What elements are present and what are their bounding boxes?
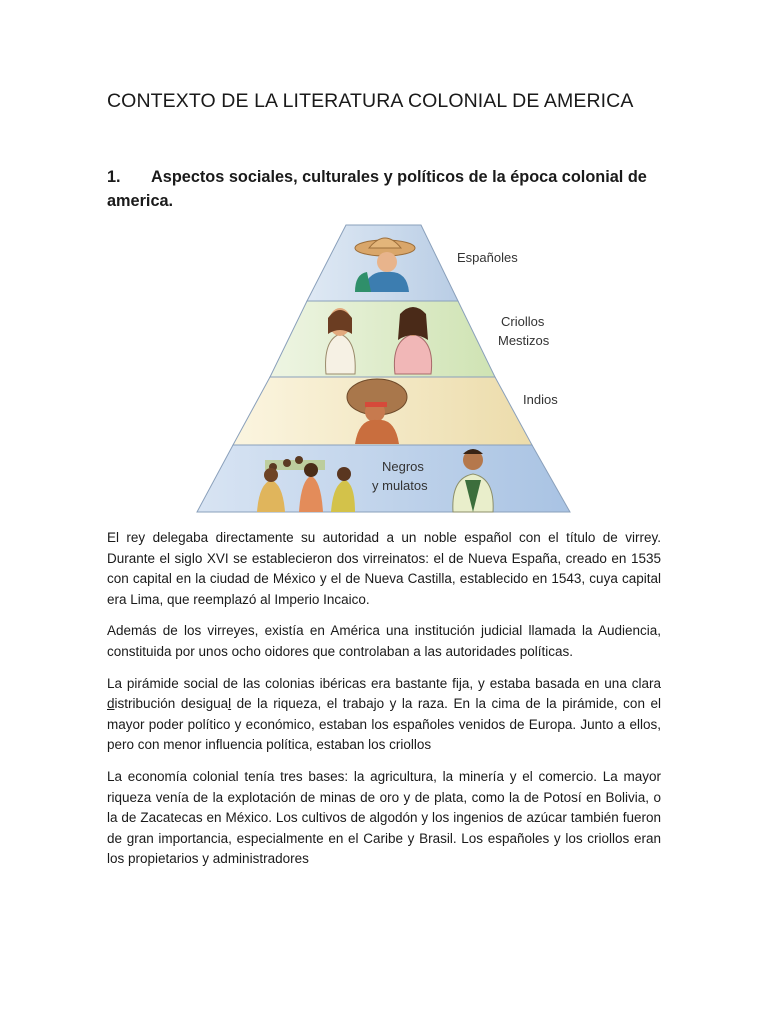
paragraph-piramide-part-2: istribución desigua [114, 696, 229, 712]
pyramid-level-indios [233, 377, 558, 445]
pyramid-level-criollos-mestizos [270, 301, 550, 377]
paragraph-audiencia: Además de los virreyes, existía en América una institución judicial llamada la Audiencia, constituida por unos ocho oidores que controlaban a las autoridades políticas. [107, 623, 661, 659]
body-text [107, 528, 661, 881]
pyramid-label-espanoles: Españoles [457, 250, 518, 265]
section-number: 1. [107, 168, 121, 186]
underlined-letter-d: d [107, 696, 115, 712]
pyramid-label-indios: Indios [523, 392, 558, 407]
underlined-letter-l: l [228, 696, 232, 712]
pyramid-label-negros-mulatos: Negros y mulatos [372, 459, 428, 493]
paragraph-piramide-part-3: de la riqueza, el trabajo y la raza. En la cima de la pirámide, con el mayor poder político y económico, estaban los españoles venidos de Europa. Junto a ellos, pero con menor influencia política, estaban los criollos [107, 696, 661, 753]
pyramid-level-negros-mulatos [197, 445, 570, 512]
paragraph-economia: La economía colonial tenía tres bases: la agricultura, la minería y el comercio. La mayor riqueza venía de la explotación de minas de oro y de plata, como la de Potosí en Bolivia, o la de Zacatecas en México. Los cultivos de algodón y los ingenios de azúcar también fueron de gran importancia, especialmente en el Caribe y Brasil. Los españoles y los criollos eran los propietarios y administradores [107, 768, 661, 867]
document-title: CONTEXTO DE LA LITERATURA COLONIAL DE AMERICA [107, 90, 634, 112]
paragraph-virreyes: El rey delegaba directamente su autoridad a un noble español con el título de virrey. Durante el siglo XVI se establecieron dos virreinatos: el de Nueva España, creado en 1535 con capital en la ciudad de México y el de Nueva Castilla, establecido en 1543, cuya capital era Lima, que reemplazó al Imperio Incaico. [107, 530, 661, 607]
pyramid-label-criollos-mestizos: Criollos Mestizos [498, 314, 550, 348]
section-heading-text: Aspectos sociales, culturales y políticos de la época colonial de america. [107, 168, 647, 210]
paragraph-piramide-social [107, 674, 661, 756]
social-pyramid-illustration [195, 222, 580, 514]
paragraph-piramide-part-1: La pirámide social de las colonias ibéricas era bastante fija, y estaba basada en una clara [107, 675, 661, 691]
section-heading [107, 165, 667, 213]
pyramid-level-espanoles [307, 225, 518, 301]
